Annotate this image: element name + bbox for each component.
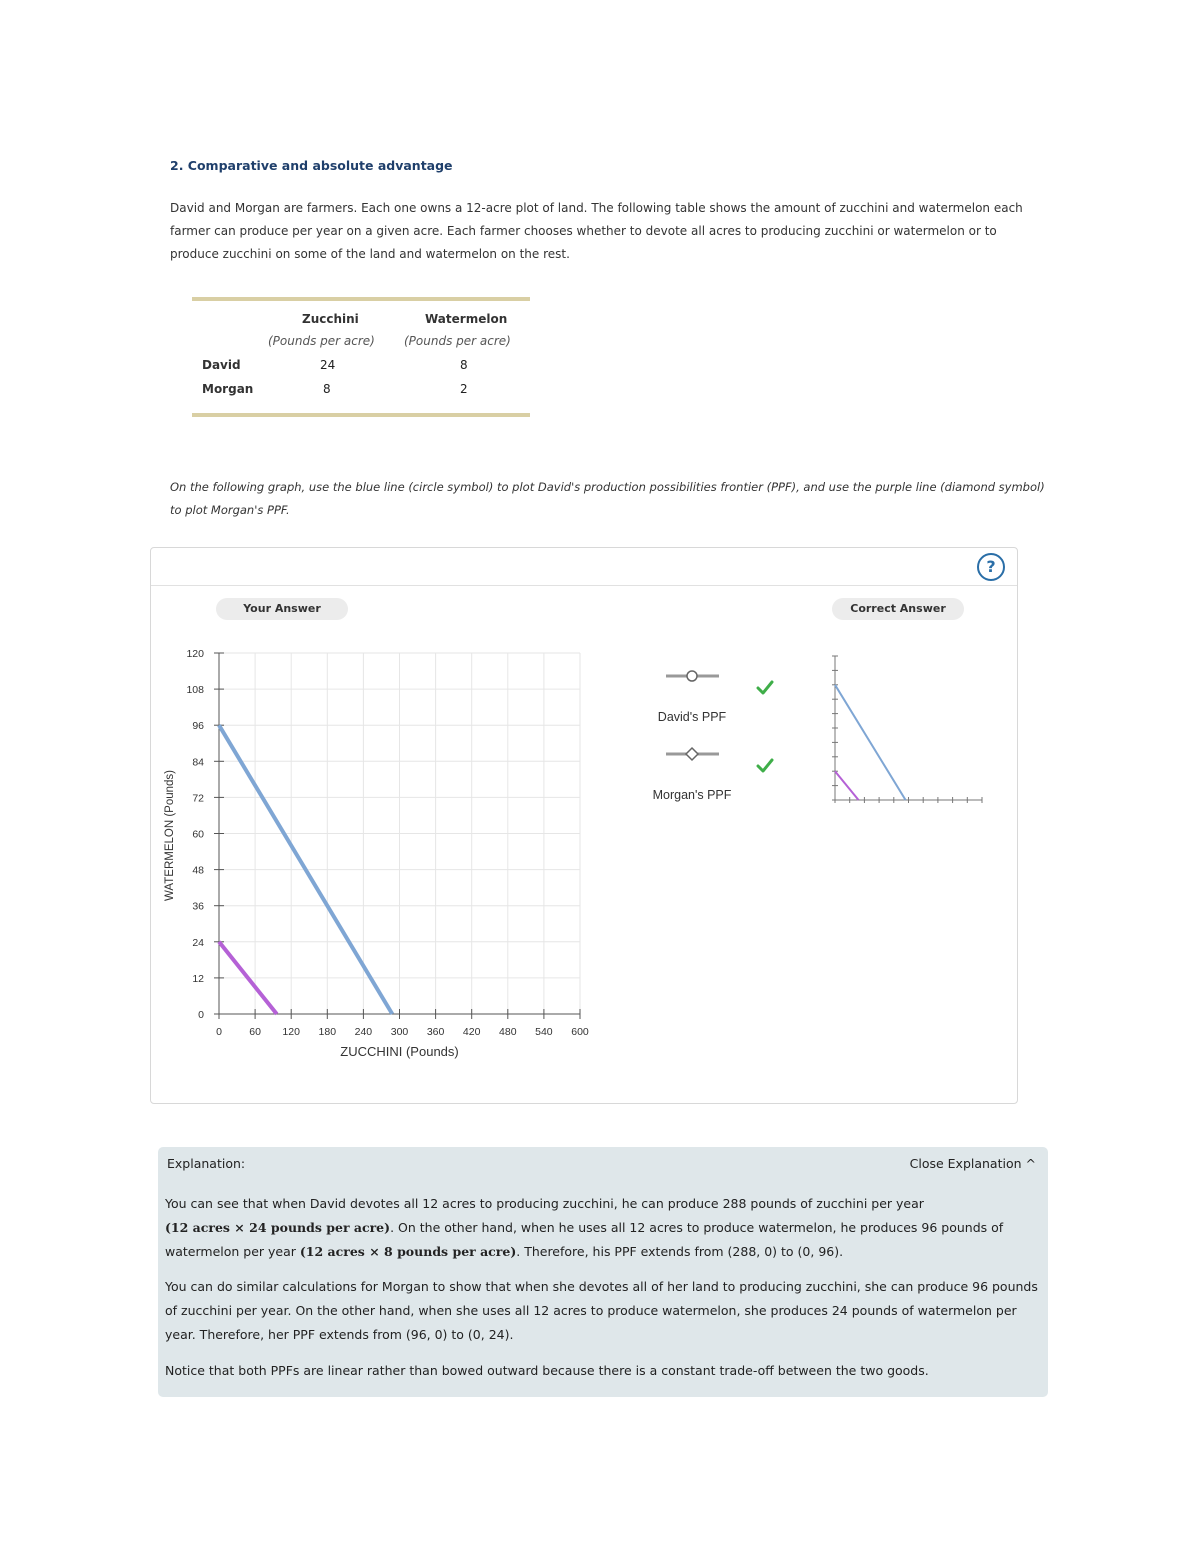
row-label-morgan: Morgan (202, 382, 254, 396)
explanation-p1-text-4: . Therefore, his PPF extends from (288, 0) to (0, 96). (516, 1244, 844, 1259)
close-explanation-button[interactable]: Close Explanation ^ (909, 1156, 1036, 1171)
y-tick-label: 84 (192, 756, 204, 769)
x-tick-label: 60 (249, 1026, 261, 1038)
col-header-watermelon: Watermelon (425, 312, 508, 326)
row-label-david: David (202, 358, 241, 372)
x-tick-label: 0 (216, 1026, 222, 1038)
y-tick-label: 0 (198, 1009, 204, 1021)
thumb-ppf-line-morgan (835, 771, 859, 800)
y-tick-label: 60 (192, 828, 204, 841)
x-tick-label: 480 (499, 1026, 517, 1038)
explanation-paragraph-2: You can do similar calculations for Morgan to show that when she devotes all of her land to producing zucchini, she can produce 96 pounds of zucchini per year. On the other hand, when she uses all 12 acres to produce watermelon, she produces 24 pounds of watermelon per year. Therefore, her PPF extends from (96, 0) to (0, 24). (165, 1279, 1038, 1342)
x-tick-label: 180 (318, 1026, 337, 1038)
question-title: 2. Comparative and absolute advantage (170, 158, 453, 173)
cell-david-watermelon: 8 (460, 358, 468, 372)
y-tick-label: 96 (192, 720, 204, 733)
col-unit-watermelon: (Pounds per acre) (404, 334, 511, 348)
legend-diamond-icon (686, 748, 698, 760)
explanation-p1-calc-2: (12 acres × 8 pounds per acre) (299, 1244, 517, 1259)
x-tick-label: 360 (426, 1026, 445, 1038)
x-tick-label: 540 (535, 1026, 553, 1038)
col-header-zucchini: Zucchini (302, 312, 359, 326)
explanation-p1-calc-1: (12 acres × 24 pounds per acre) (165, 1220, 391, 1235)
explanation-paragraph-3: Notice that both PPFs are linear rather than bowed outward because there is a constant trade-off between the two goods. (165, 1363, 929, 1378)
x-tick-label: 420 (462, 1026, 481, 1038)
checkmark-icon (758, 760, 772, 771)
y-tick-label: 72 (192, 792, 204, 805)
question-intro: David and Morgan are farmers. Each one owns a 12-acre plot of land. The following table shows the amount of zucchini and watermelon each farmer can produce per year on a given acre. Each farmer chooses whether to devote all acres to producing zucchini or watermelon or to produce zucchini on some of the land and watermelon on the rest. (170, 201, 1023, 261)
x-tick-label: 300 (390, 1026, 409, 1038)
cell-morgan-zucchini: 8 (323, 382, 331, 396)
cell-morgan-watermelon: 2 (460, 382, 468, 396)
graph-instructions: On the following graph, use the blue line (circle symbol) to plot David's production possibilities frontier (PPF), and use the purple line (diamond symbol) to plot Morgan's PPF. (170, 480, 1045, 517)
legend-circle-icon (687, 671, 697, 681)
x-axis-label: ZUCCHINI (Pounds) (340, 1044, 459, 1059)
explanation-box (158, 1147, 1048, 1397)
legend-label: Morgan's PPF (652, 788, 732, 802)
col-unit-zucchini: (Pounds per acre) (268, 334, 375, 348)
y-tick-label: 108 (186, 684, 204, 697)
correct-answer-pill[interactable]: Correct Answer (832, 598, 964, 620)
y-tick-label: 48 (192, 864, 204, 877)
help-icon[interactable]: ? (977, 553, 1005, 581)
explanation-p1-text-2: . On the other hand, when he uses all 12 acres to produce watermelon, he produces 96 pounds of (390, 1220, 1004, 1235)
y-axis-label: WATERMELON (Pounds) (164, 770, 176, 901)
explanation-heading: Explanation: (167, 1156, 246, 1171)
x-tick-label: 240 (354, 1026, 373, 1038)
explanation-paragraph-1 (165, 1192, 1045, 1264)
y-tick-label: 120 (186, 648, 204, 660)
cell-david-zucchini: 24 (320, 358, 336, 372)
legend-label: David's PPF (657, 710, 727, 724)
y-tick-label: 12 (192, 972, 204, 985)
your-answer-pill[interactable]: Your Answer (216, 598, 348, 620)
x-tick-label: 600 (571, 1026, 589, 1038)
checkmark-icon (758, 682, 772, 693)
explanation-p1-text: You can see that when David devotes all 12 acres to producing zucchini, he can produce 288 pounds of zucchini per year (165, 1196, 924, 1211)
x-tick-label: 120 (282, 1026, 300, 1038)
y-tick-label: 36 (192, 900, 204, 913)
explanation-p1-text-3: watermelon per year (165, 1244, 300, 1259)
y-tick-label: 24 (192, 936, 204, 949)
